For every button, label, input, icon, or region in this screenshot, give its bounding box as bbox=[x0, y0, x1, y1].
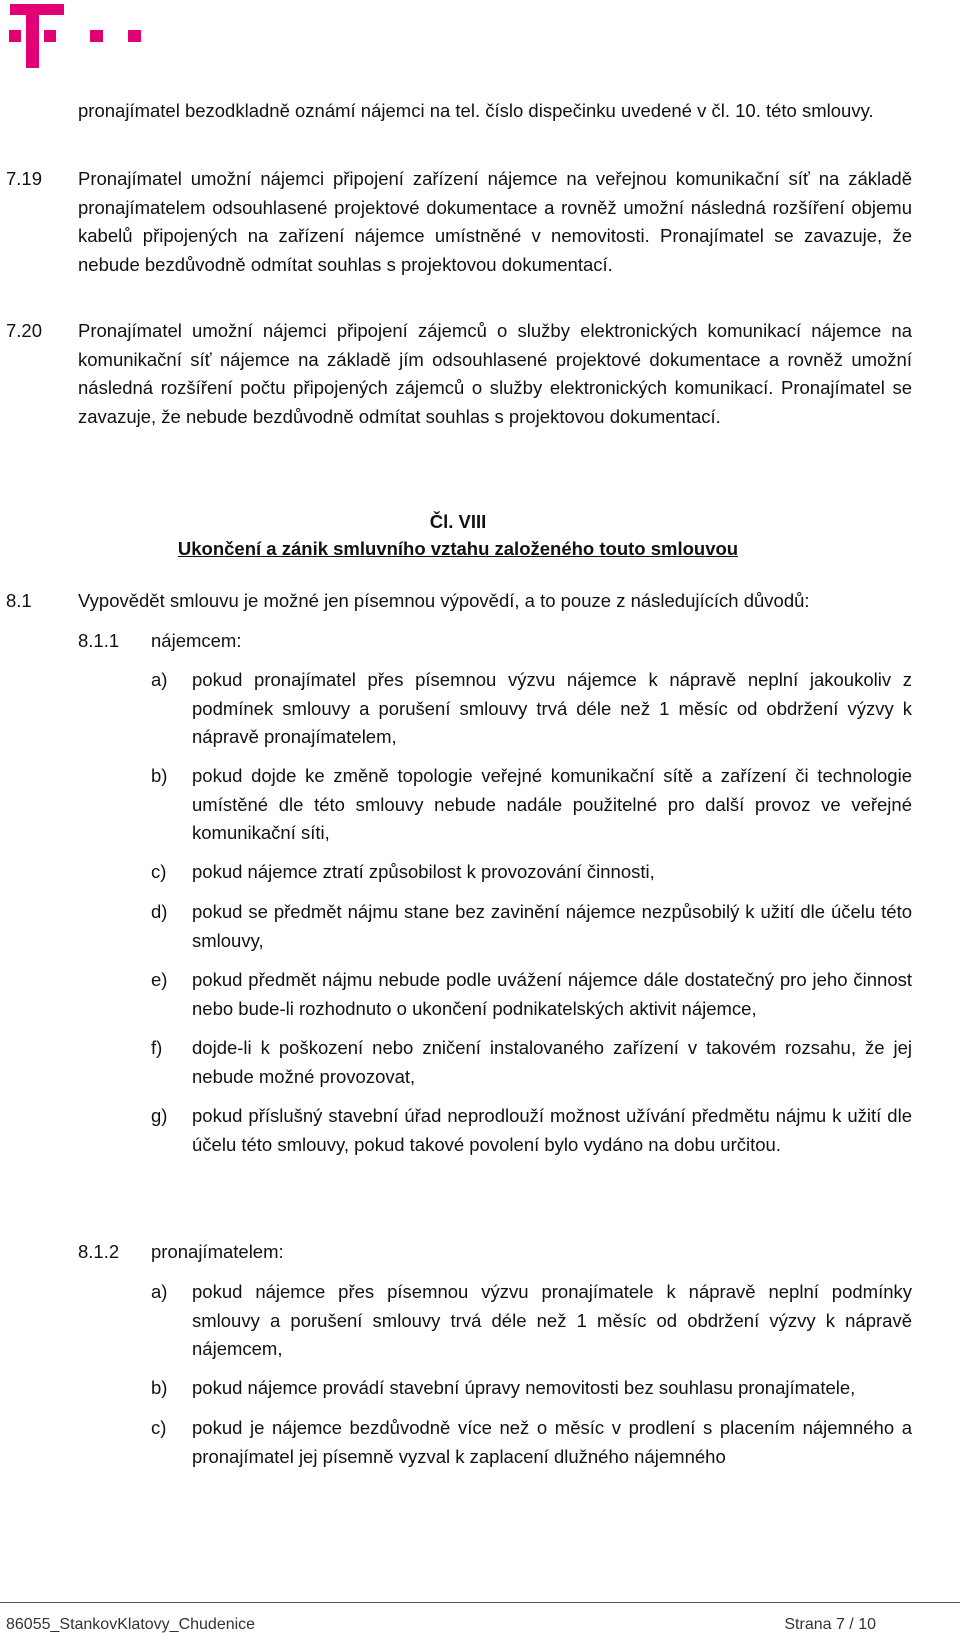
continuation-paragraph: pronajímatel bezodkladně oznámí nájemci na tel. číslo dispečinku uvedené v čl. 10. této smlouvy. bbox=[78, 100, 874, 121]
section-number-7-19: 7.19 bbox=[6, 168, 43, 189]
list-item-text: pokud nájemce přes písemnou výzvu pronajímatele k nápravě neplní podmínky smlouvy a porušení smlouvy trvá déle než 1 měsíc od obdržení výzvy k nápravě nájemcem, bbox=[192, 1281, 912, 1359]
item-letter: c) bbox=[151, 1417, 167, 1438]
logo-square-3 bbox=[90, 30, 103, 42]
logo-square-mid bbox=[44, 30, 56, 42]
item-letter: a) bbox=[151, 1281, 168, 1302]
section-number-7-20: 7.20 bbox=[6, 320, 43, 341]
section-8-1-text: Vypovědět smlouvu je možné jen písemnou výpovědí, a to pouze z následujících důvodů: bbox=[78, 590, 810, 611]
footer-divider bbox=[0, 1602, 960, 1603]
list-item-text: pokud pronajímatel přes písemnou výzvu nájemce k nápravě neplní jakoukoliv z podmínek smlouvy a porušení smlouvy trvá déle než 1 měsíc od obdržení výzvy k nápravě pronajímatelem, bbox=[192, 669, 912, 747]
item-letter: c) bbox=[151, 861, 167, 882]
item-letter: a) bbox=[151, 669, 168, 690]
section-number-8-1-2: 8.1.2 bbox=[78, 1241, 120, 1262]
list-item-text: pokud příslušný stavební úřad neprodlouží možnost užívání předmětu nájmu k užití dle účelu této smlouvy, pokud takové povolení bylo vydáno na dobu určitou. bbox=[192, 1105, 912, 1155]
section-7-19-text: Pronajímatel umožní nájemci připojení zařízení nájemce na veřejnou komunikační síť na základě pronajímatelem odsouhlasené projektové dokumentace a rovněž umožní následná rozšíření objemu kabelů připojených na zařízení nájemce umístněné v nemovitosti. Pronajímatel se zavazuje, že nebude bezdůvodně odmítat souhlas s projektovou dokumentací. bbox=[78, 168, 912, 275]
section-8-1-2-label: pronajímatelem: bbox=[151, 1241, 284, 1262]
footer-page-number: Strana 7 / 10 bbox=[784, 1616, 876, 1633]
article-number: Čl. VIII bbox=[429, 511, 487, 532]
list-item-text: pokud dojde ke změně topologie veřejné komunikační sítě a zařízení či technologie umístěné dle této smlouvy nebude nadále použitelné pro další provoz ve veřejné komunikační síti, bbox=[192, 765, 912, 843]
logo-square-left bbox=[9, 30, 21, 42]
item-letter: b) bbox=[151, 1377, 168, 1398]
section-8-1-1-label: nájemcem: bbox=[151, 630, 242, 651]
item-letter: g) bbox=[151, 1105, 168, 1126]
item-letter: f) bbox=[151, 1037, 163, 1058]
list-item-text: pokud nájemce provádí stavební úpravy nemovitosti bez souhlasu pronajímatele, bbox=[192, 1377, 856, 1398]
article-title: Ukončení a zánik smluvního vztahu založeného touto smlouvou bbox=[177, 538, 739, 559]
section-7-20-text: Pronajímatel umožní nájemci připojení zájemců o služby elektronických komunikací nájemce na komunikační síť nájemce na základě jím odsouhlasené projektové dokumentace a rovněž umožní následná rozšíření počtu připojených zájemců o služby elektronických komunikací. Pronajímatel se zavazuje, že nebude bezdůvodně odmítat souhlas s projektovou dokumentací. bbox=[78, 320, 912, 427]
section-number-8-1-1: 8.1.1 bbox=[78, 630, 120, 651]
list-item-text: pokud je nájemce bezdůvodně více než o měsíc v prodlení s placením nájemného a pronajímatel jej písemně vyzval k zaplacení dlužného nájemného bbox=[192, 1417, 912, 1467]
list-item-text: pokud předmět nájmu nebude podle uvážení nájemce dále dostatečný pro jeho činnost nebo bude-li rozhodnuto o ukončení podnikatelských aktivit nájemce, bbox=[192, 969, 912, 1019]
logo-square-4 bbox=[128, 30, 141, 42]
list-item-text: pokud nájemce ztratí způsobilost k provozování činnosti, bbox=[192, 861, 655, 882]
item-letter: b) bbox=[151, 765, 168, 786]
list-item-text: dojde-li k poškození nebo zničení instalovaného zařízení v takovém rozsahu, že jej nebude možné provozovat, bbox=[192, 1037, 912, 1087]
item-letter: d) bbox=[151, 901, 168, 922]
item-letter: e) bbox=[151, 969, 168, 990]
footer-doc-id: 86055_StankovKlatovy_Chudenice bbox=[6, 1616, 256, 1633]
section-number-8-1: 8.1 bbox=[6, 590, 32, 611]
list-item-text: pokud se předmět nájmu stane bez zavinění nájemce nezpůsobilý k užití dle účelu této smlouvy, bbox=[192, 901, 912, 951]
logo-t-stem bbox=[26, 4, 39, 68]
telekom-logo bbox=[8, 2, 148, 72]
